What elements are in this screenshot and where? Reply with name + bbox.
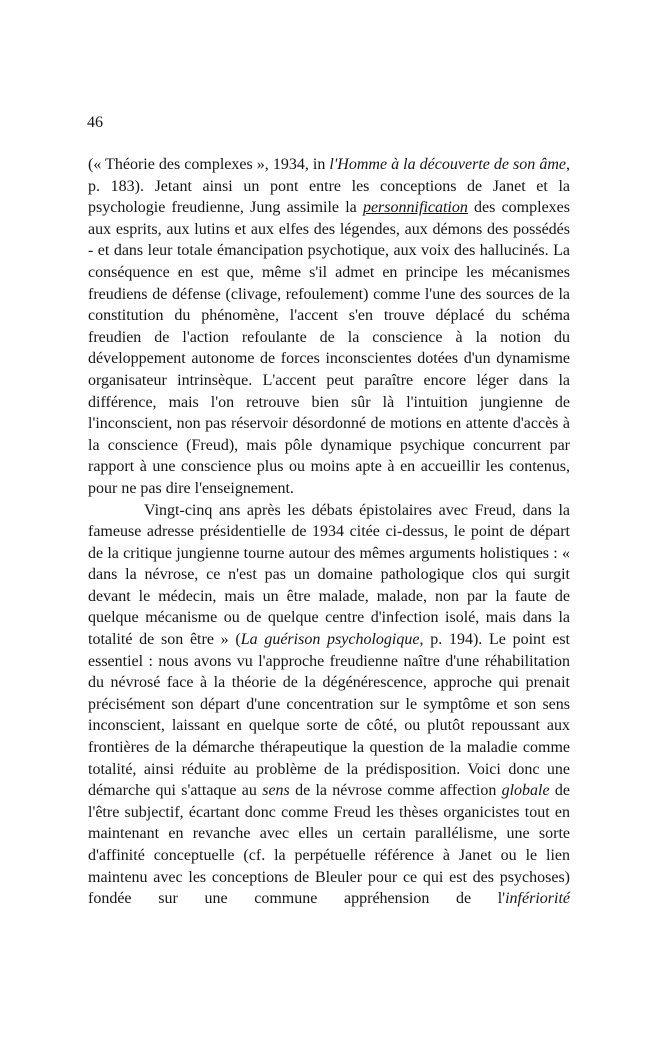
emphasis-italic: personnification: [362, 199, 468, 217]
book-title-italic: La guérison psychologique: [240, 631, 420, 649]
text-run: , p. 194). Le point est essentiel : nous avons vu l'approche freudienne naître d'une réhabilitation du névrosé face à la théorie de la dégénérescence, approche qui prenait précisément son départ d'une concentration sur le symptôme et son sens inconscient, laissant en quelque sorte de côté, ou plutôt repoussant aux frontières de la démarche thérapeutique la question de la maladie comme totalité, ainsi réduite au problème de la prédisposition. Voici donc une démarche qui s'attaque au: [88, 631, 570, 800]
text-run: de la névrose comme affection: [289, 782, 502, 800]
text-run: , p. 183). Jetant ainsi un pont entre les conceptions de Janet et la psychologie freudienne, Jung assimile la: [88, 156, 571, 217]
page-number: 46: [87, 114, 103, 131]
emphasis-italic: sens: [262, 782, 290, 800]
text-run: (« Théorie des complexes », 1934, in: [88, 156, 330, 173]
paragraph-continued: [88, 154, 570, 500]
text-run: de l'être subjectif, écartant donc comme Freud les thèses organicistes tout en maintenant en revanche avec elles un certain parallélisme, une sorte d'affinité conceptuelle (cf. la perpétuelle référence à Janet ou le lien maintenu avec les conceptions de Bleuler pour ce qui est des psychoses) fondée sur une commune appréhension de l': [88, 782, 571, 908]
text-run: des complexes aux esprits, aux lutins et aux elfes des légendes, aux démons des possédés - et dans leur totale émancipation psychotique, aux voix des hallucinés. La conséquence en est que, même s'il admet en principe les mécanismes freudiens de défense (clivage, refoulement) comme l'une des sources de la constitution du phénomène, l'accent s'en trouve déplacé du schéma freudien de l'action refoulante de la conscience à la notion du développement autonome de forces inconscientes dotées d'un dynamisme organisateur intrinsèque. L'accent peut paraître encore léger dans la différence, mais l'on retrouve bien sûr là l'intuition jungienne de l'inconscient, non pas réservoir désordonné de motions en attente d'accès à la conscience (Freud), mais pôle dynamique psychique concurrent par rapport à une conscience plus ou moins apte à en accueillir les contenus, pour ne pas dire l'enseignement.: [88, 199, 570, 497]
book-title-italic: l'Homme à la découverte de son âme: [329, 156, 567, 173]
emphasis-italic: infériorité: [505, 890, 570, 908]
paragraph: [88, 500, 570, 910]
body-text: [88, 154, 570, 910]
emphasis-italic: globale: [501, 782, 550, 800]
text-run: Vingt-cinq ans après les débats épistolaires avec Freud, dans la fameuse adresse présidentielle de 1934 citée ci-dessus, le point de départ de la critique jungienne tourne autour des mêmes arguments holistiques : « dans la névrose, ce n'est pas un domaine pathologique clos qui surgit devant le médecin, mais un être malade, malade, non par la faute de quelque mécanisme ou de quelque centre d'infection isolé, mais dans la totalité de son être » (: [88, 501, 570, 649]
